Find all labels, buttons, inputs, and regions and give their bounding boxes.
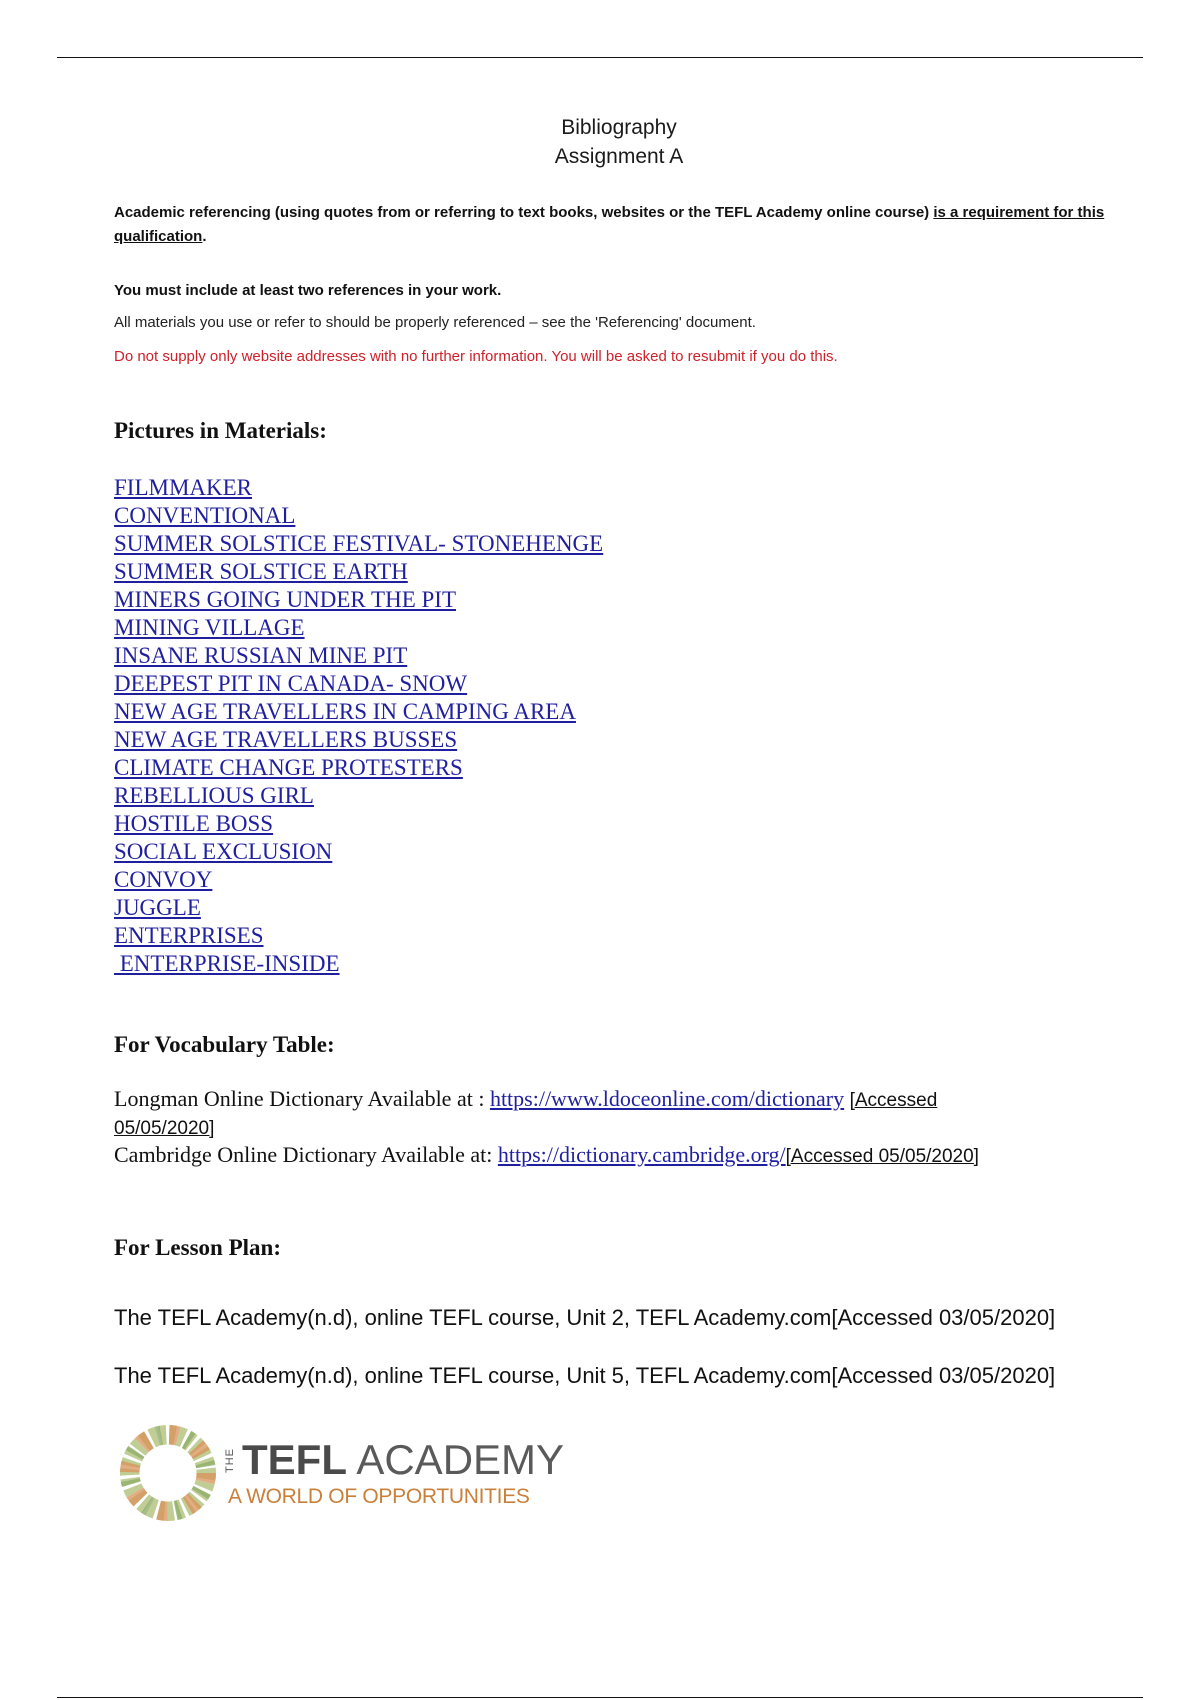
all-materials-note: All materials you use or refer to should be properly referenced – see the 'Referencing' document. <box>114 314 756 331</box>
longman-reference-cont <box>114 1114 1124 1142</box>
cambridge-link[interactable]: https://dictionary.cambridge.org/ <box>497 1142 786 1167</box>
pictures-heading: Pictures in Materials: <box>114 418 327 443</box>
longman-accessed: [Accessed <box>849 1090 938 1111</box>
list-item <box>114 474 603 502</box>
logo-tagline: A WORLD OF OPPORTUNITIES <box>228 1485 530 1508</box>
picture-link[interactable]: ENTERPRISES <box>114 923 264 948</box>
vocabulary-heading: For Vocabulary Table: <box>114 1032 335 1057</box>
globe-ring-icon <box>118 1423 218 1523</box>
picture-link[interactable]: HOSTILE BOSS <box>114 811 274 836</box>
list-item <box>114 810 603 838</box>
logo-name <box>242 1437 564 1483</box>
list-item <box>114 782 603 810</box>
list-item <box>114 838 603 866</box>
list-item <box>114 950 603 978</box>
picture-link[interactable]: INSANE RUSSIAN MINE PIT <box>114 643 408 668</box>
picture-link[interactable]: REBELLIOUS GIRL <box>114 783 314 808</box>
longman-accessed-date: 05/05/2020] <box>114 1118 215 1139</box>
picture-links-list <box>114 474 603 978</box>
lesson-reference: The TEFL Academy(n.d), online TEFL course, Unit 2, TEFL Academy.com[Accessed 03/05/2020] <box>114 1305 1056 1330</box>
list-item <box>114 726 603 754</box>
cambridge-accessed: [Accessed 05/05/2020] <box>785 1146 979 1167</box>
list-item <box>114 922 603 950</box>
picture-link[interactable]: CONVOY <box>114 867 213 892</box>
picture-link[interactable]: CLIMATE CHANGE PROTESTERS <box>114 755 463 780</box>
list-item <box>114 558 603 586</box>
picture-link[interactable]: MINING VILLAGE <box>114 615 305 640</box>
picture-link[interactable]: DEEPEST PIT IN CANADA- SNOW <box>114 671 468 696</box>
longman-label: Longman Online Dictionary Available at : <box>114 1086 490 1111</box>
requirement-note <box>114 201 1124 249</box>
list-item <box>114 530 603 558</box>
lesson-plan-heading: For Lesson Plan: <box>114 1235 281 1260</box>
cambridge-reference <box>114 1142 1124 1170</box>
list-item <box>114 614 603 642</box>
bottom-rule <box>57 1697 1143 1698</box>
must-include-note: You must include at least two references in your work. <box>114 282 502 299</box>
picture-link[interactable]: JUGGLE <box>114 895 201 920</box>
page-subtitle: Assignment A <box>554 145 684 168</box>
picture-link[interactable]: SUMMER SOLSTICE FESTIVAL- STONEHENGE <box>114 531 604 556</box>
picture-link[interactable]: NEW AGE TRAVELLERS BUSSES <box>114 727 458 752</box>
picture-link[interactable]: CONVENTIONAL <box>114 503 296 528</box>
requirement-emphasis: is a requirement for this qualification <box>114 204 1105 245</box>
longman-reference <box>114 1086 1124 1114</box>
longman-link[interactable]: https://www.ldoceonline.com/dictionary <box>489 1086 845 1111</box>
vocabulary-references <box>114 1086 1124 1170</box>
requirement-tail: . <box>202 228 207 245</box>
list-item <box>114 670 603 698</box>
requirement-lead: Academic referencing (using quotes from or referring to text books, websites or the TEFL Academy online course) <box>114 204 934 221</box>
picture-link[interactable]: MINERS GOING UNDER THE PIT <box>114 587 457 612</box>
list-item <box>114 642 603 670</box>
logo-name-rest: ACADEMY <box>346 1436 565 1483</box>
cambridge-label: Cambridge Online Dictionary Available at: <box>114 1142 498 1167</box>
picture-link[interactable]: FILMMAKER <box>114 475 253 500</box>
list-item <box>114 754 603 782</box>
page-title: Bibliography <box>561 116 677 139</box>
list-item <box>114 698 603 726</box>
document-header <box>114 113 1124 171</box>
logo-name-bold: TEFL <box>242 1436 347 1483</box>
list-item <box>114 894 603 922</box>
list-item <box>114 866 603 894</box>
top-rule <box>57 57 1143 58</box>
picture-link[interactable]: SOCIAL EXCLUSION <box>114 839 333 864</box>
list-item <box>114 586 603 614</box>
tefl-academy-logo <box>118 1423 565 1523</box>
picture-link[interactable]: NEW AGE TRAVELLERS IN CAMPING AREA <box>114 699 576 724</box>
list-item <box>114 502 603 530</box>
warning-note: Do not supply only website addresses with no further information. You will be asked to resubmit if you do this. <box>114 348 838 365</box>
picture-link[interactable]: ENTERPRISE-INSIDE <box>114 951 340 976</box>
lesson-reference: The TEFL Academy(n.d), online TEFL course, Unit 5, TEFL Academy.com[Accessed 03/05/2020] <box>114 1363 1056 1388</box>
logo-the-text: THE <box>224 1448 236 1474</box>
picture-link[interactable]: SUMMER SOLSTICE EARTH <box>114 559 408 584</box>
